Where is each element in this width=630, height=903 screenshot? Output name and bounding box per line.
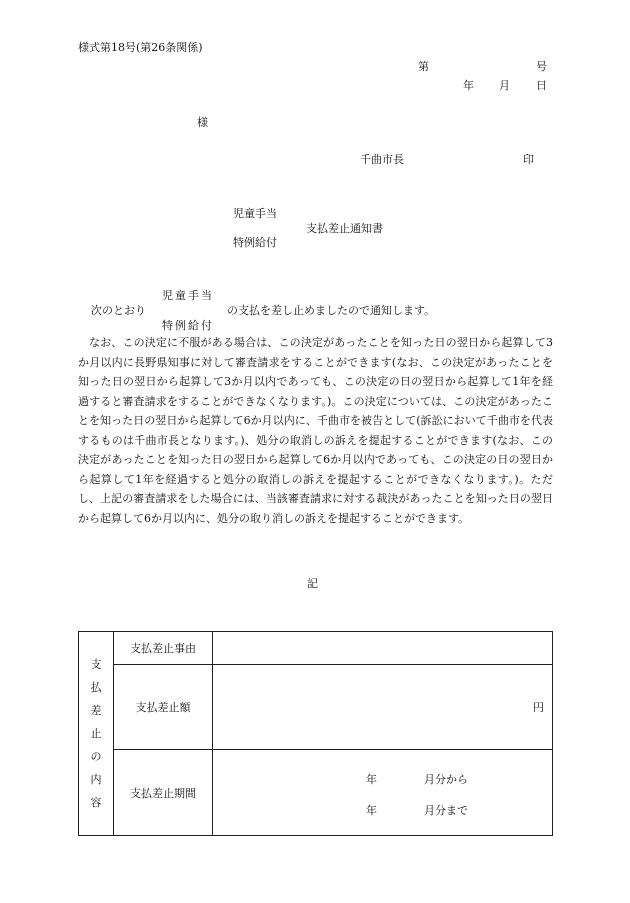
appeal-notice-paragraph: なお、この決定に不服がある場合は、この決定があったことを知った日の翌日から起算して3か月以内に長野県知事に対して審査請求をすることができます(なお、この決定があったことを知った日の翌日から起算して3か月以内であっても、この決定の日の翌日から起算して1年を経過すると審査請求をすることができなくなります。)。この決定については、この決定があったことを知った日の翌日から起算して6か月以内に、千曲市を被告として(訴訟において千曲市を代表するものは千曲市長となります。)、処分の取消しの訴えを提起することができます(なお、この決定があったことを知った日の翌日から起算して6か月以内であっても、この決定の日の翌日から起算して1年を経過すると処分の取消しの訴えを提起することができなくなります。)。ただし、上記の審査請求をした場合には、当該審査請求に対する裁決があったことを知った日の翌日から起算して6か月以内に、処分の取り消しの訴えを提起することができます。 — [78, 336, 553, 525]
reason-field[interactable] — [213, 632, 553, 665]
period-to-year: 年 — [366, 804, 377, 817]
date-month: 月 — [499, 79, 510, 92]
amount-label: 支払差止額 — [114, 665, 213, 750]
period-field[interactable] — [213, 750, 553, 836]
intro-prefix: 次のとおり — [91, 304, 146, 317]
period-from-year: 年 — [366, 773, 377, 786]
document-title: 支払差止通知書 — [306, 222, 383, 235]
period-from-month: 月分から — [424, 773, 468, 786]
form-number: 様式第18号(第26条関係) — [78, 41, 203, 54]
intro-option-child-allowance: 児童手当 — [162, 289, 214, 302]
title-option-child-allowance: 児童手当 — [233, 207, 277, 220]
date-year: 年 — [463, 79, 474, 92]
reason-label: 支払差止事由 — [114, 632, 213, 665]
doc-number-prefix: 第 — [418, 60, 429, 73]
sender-name: 千曲市長 — [360, 153, 404, 166]
payment-suspension-details-table — [78, 631, 553, 836]
period-label: 支払差止期間 — [114, 750, 213, 836]
record-heading: 記 — [307, 577, 318, 590]
date-day: 日 — [536, 79, 547, 92]
amount-field[interactable] — [213, 665, 553, 750]
amount-unit: 円 — [533, 701, 544, 714]
doc-number-suffix: 号 — [536, 60, 547, 73]
section-label-vertical: 支 払 差 止 の 内 容 — [79, 632, 114, 836]
title-option-special-benefit: 特例給付 — [233, 236, 277, 249]
intro-suffix: の支払を差し止めましたので通知します。 — [227, 304, 436, 317]
addressee-suffix: 様 — [197, 116, 208, 129]
period-to-month: 月分まで — [424, 804, 468, 817]
seal-mark: 印 — [523, 153, 534, 166]
intro-option-special-benefit: 特例給付 — [162, 319, 214, 332]
